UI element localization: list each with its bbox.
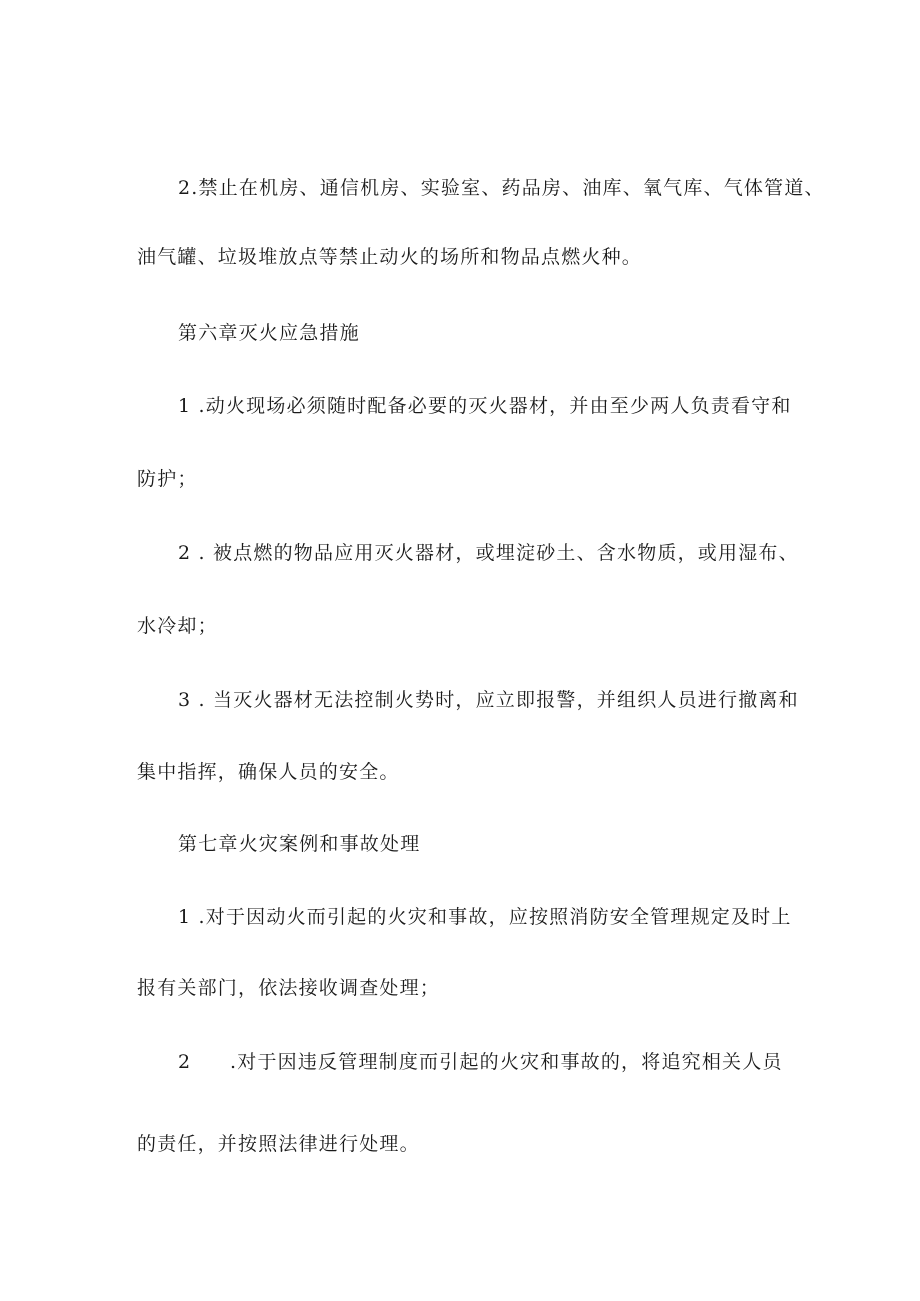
paragraph-line: 1 .动火现场必须随时配备必要的灭火器材，并由至少两人负责看守和 (178, 395, 792, 417)
paragraph-line: 1 .对于因动火而引起的火灾和事故，应按照消防安全管理规定及时上 (178, 906, 792, 928)
item-number: 2 (178, 1051, 192, 1073)
paragraph-line: 水冷却； (137, 615, 218, 637)
paragraph-line: 报有关部门，依法接收调查处理； (137, 977, 441, 999)
paragraph-line: 集中指挥，确保人员的安全。 (137, 761, 400, 783)
paragraph-line: 防护； (137, 468, 198, 490)
paragraph-line: 2 . 被点燃的物品应用灭火器材，或埋淀砂土、含水物质，或用湿布、 (178, 542, 799, 564)
chapter-heading: 第六章灭火应急措施 (178, 322, 360, 344)
paragraph-line: 3 . 当灭火器材无法控制火势时，应立即报警，并组织人员进行撤离和 (178, 689, 799, 711)
paragraph-line (178, 1050, 783, 1074)
paragraph-line: 的责任，并按照法律进行处理。 (137, 1133, 420, 1155)
chapter-heading: 第七章火灾案例和事故处理 (178, 833, 421, 855)
paragraph-line: 2.禁止在机房、通信机房、实验室、药品房、油库、氧气库、气体管道、 (178, 177, 825, 199)
paragraph-line: 油气罐、垃圾堆放点等禁止动火的场所和物品点燃火种。 (137, 246, 643, 268)
item-text: .对于因违反管理制度而引起的火灾和事故的，将追究相关人员 (230, 1051, 783, 1073)
